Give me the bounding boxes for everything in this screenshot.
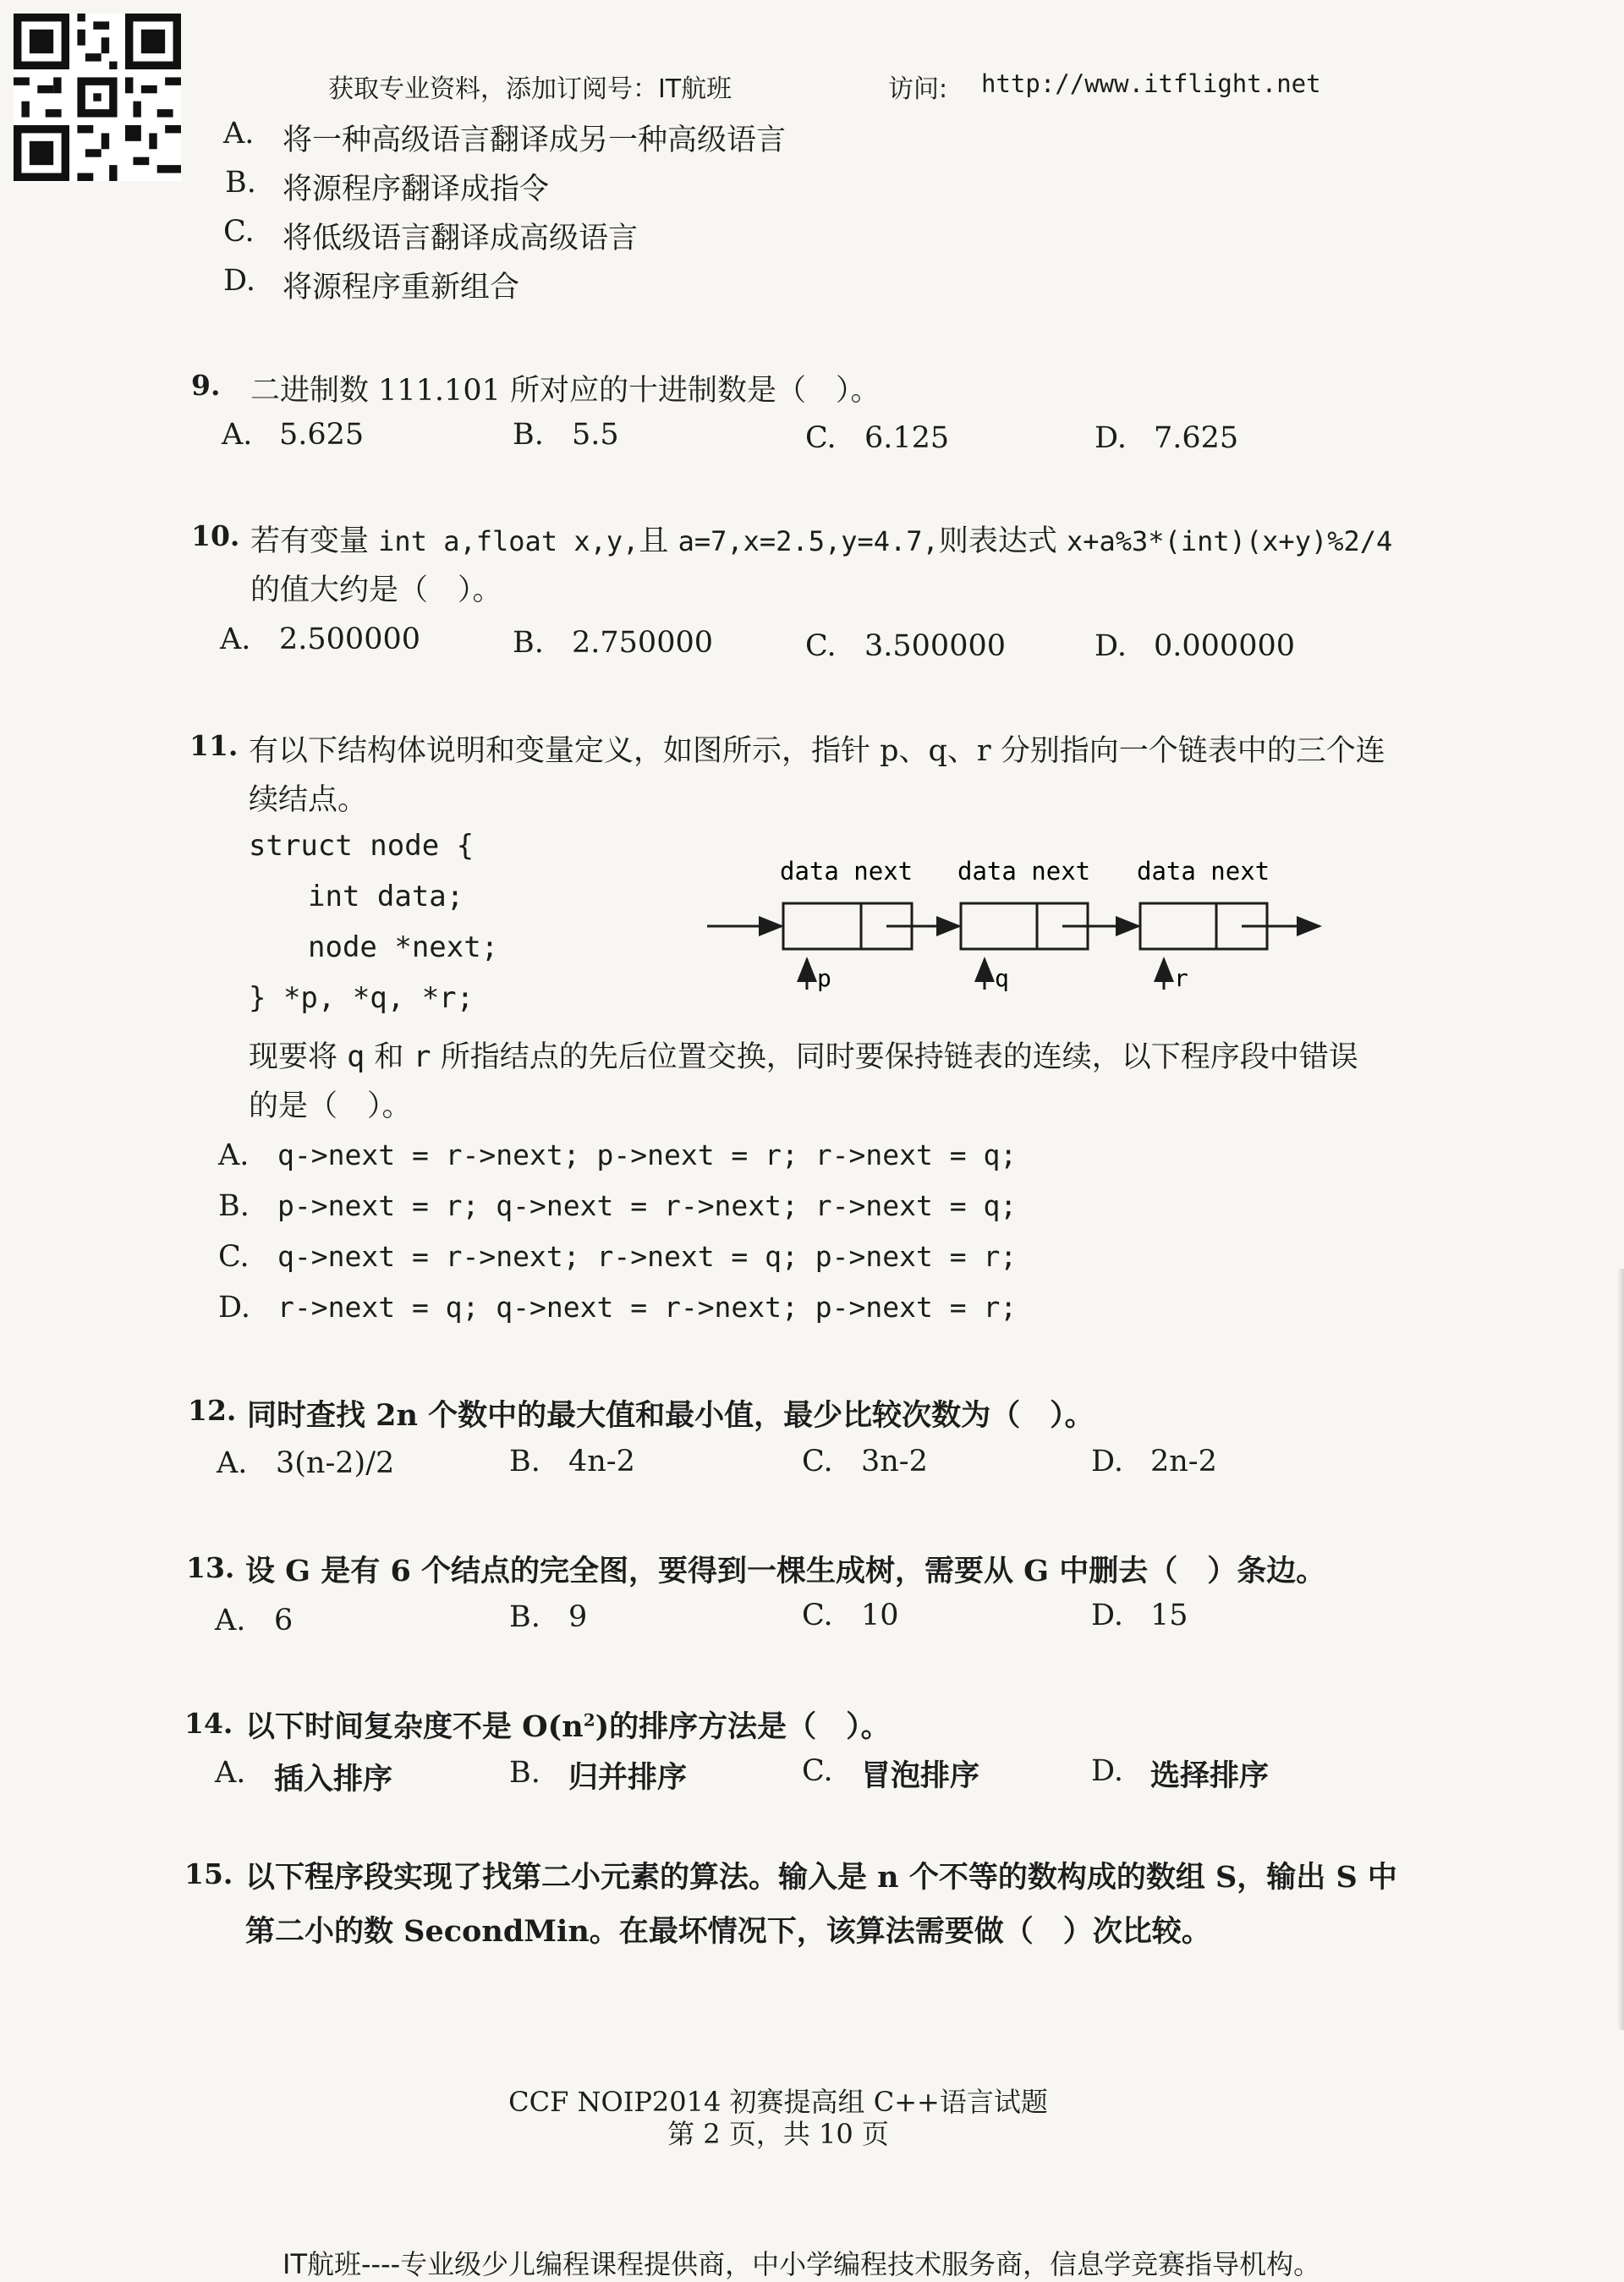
- q15-number: 15.: [184, 1857, 233, 1890]
- footer-page-number: 第 2 页，共 10 页: [667, 2118, 889, 2150]
- q11-option-c-letter: C.: [218, 1240, 250, 1274]
- header-url-link[interactable]: http://www.itflight.net: [981, 69, 1321, 98]
- q10-declaration: int a,float x,y,: [378, 525, 639, 557]
- pointer-r-label: r: [1174, 964, 1188, 992]
- q11-option-a-code: q->next = r->next; p->next = r; r->next = q;: [277, 1138, 1018, 1171]
- q12-option-a-text: 3(n-2)/2: [276, 1446, 395, 1480]
- q10-option-d-letter: D.: [1095, 629, 1127, 663]
- q9-text: 二进制数 111.101 所对应的十进制数是（ ）。: [250, 374, 881, 408]
- q14-option-d-text: 选择排序: [1150, 1758, 1270, 1793]
- q11-line3-q: q: [347, 1040, 365, 1074]
- q11-line2: 续结点。: [249, 783, 368, 817]
- q11-option-b-letter: B.: [218, 1189, 250, 1223]
- q13-text: 设 G 是有 6 个结点的完全图，要得到一棵生成树，需要从 G 中删去（ ）条边。: [245, 1554, 1326, 1588]
- q8-option-d-letter: D.: [223, 264, 255, 298]
- q10-option-d-text: 0.000000: [1154, 629, 1296, 663]
- q12-text: 同时查找 2n 个数中的最大值和最小值，最少比较次数为（ ）。: [247, 1398, 1095, 1433]
- scan-edge: [1617, 1269, 1624, 2030]
- q11-line1: 有以下结构体说明和变量定义，如图所示，指针 p、q、r 分别指向一个链表中的三个连: [249, 734, 1385, 768]
- linked-list-diagram: [702, 854, 1328, 998]
- q12-option-c-text: 3n-2: [861, 1445, 928, 1478]
- header-banner: 获取专业资料，添加订阅号：IT航班: [328, 74, 732, 104]
- q9-option-a-text: 5.625: [279, 418, 365, 452]
- q13-option-a-text: 6: [274, 1604, 294, 1637]
- q11-option-a-letter: A.: [218, 1138, 250, 1172]
- q10-option-b-text: 2.750000: [572, 626, 714, 660]
- q9-option-a-letter: A.: [222, 418, 253, 452]
- q9-option-d-text: 7.625: [1154, 421, 1239, 455]
- q13-option-d-letter: D.: [1091, 1599, 1123, 1632]
- q12-option-a-letter: A.: [217, 1446, 248, 1480]
- q14-option-a-letter: A.: [215, 1756, 246, 1790]
- q8-option-a-text: 将一种高级语言翻译成另一种高级语言: [283, 123, 787, 157]
- q10-number: 10.: [191, 519, 240, 552]
- q9-option-b-letter: B.: [513, 418, 544, 452]
- q14-option-c-text: 冒泡排序: [861, 1758, 980, 1793]
- qr-code-image: [14, 14, 181, 181]
- q12-option-c-letter: C.: [802, 1445, 833, 1478]
- q14-option-c-letter: C.: [802, 1754, 833, 1788]
- q15-line2: 第二小的数 SecondMin。在最坏情况下，该算法需要做（ ）次比较。: [245, 1914, 1211, 1949]
- q8-option-c-text: 将低级语言翻译成高级语言: [283, 222, 639, 255]
- q13-option-b-text: 9: [568, 1600, 588, 1634]
- q13-option-c-text: 10: [861, 1599, 899, 1632]
- q10-expression: x+a%3*(int)(x+y)%2/4: [1066, 525, 1393, 557]
- node1-label: data next: [780, 857, 914, 886]
- q11-code-line1: struct node {: [249, 829, 475, 863]
- q12-number: 12.: [188, 1394, 237, 1427]
- q9-option-c-letter: C.: [805, 421, 837, 455]
- q13-number: 13.: [186, 1551, 235, 1584]
- q10-line2: 的值大约是（ ）。: [250, 573, 502, 607]
- q11-line3-and: 和: [374, 1040, 404, 1074]
- q9-option-d-letter: D.: [1095, 421, 1127, 455]
- q14-option-b-text: 归并排序: [568, 1760, 688, 1795]
- q14-option-a-text: 插入排序: [274, 1762, 393, 1797]
- q9-number: 9.: [191, 369, 221, 402]
- pointer-q-label: q: [995, 964, 1009, 992]
- node2-label: data next: [957, 857, 1091, 886]
- footer-title: CCF NOIP2014 初赛提高组 C++语言试题: [508, 2086, 1048, 2118]
- q14-number: 14.: [184, 1707, 233, 1740]
- q14-text: [245, 1703, 891, 1746]
- q10-option-c-letter: C.: [805, 629, 837, 663]
- q8-option-a-letter: A.: [223, 117, 255, 151]
- q11-option-d-letter: D.: [218, 1291, 250, 1325]
- q10-expression-label: 则表达式: [938, 524, 1057, 558]
- q14-exponent: 2: [583, 1709, 595, 1731]
- q10-prefix: 若有变量: [250, 524, 370, 558]
- q13-option-c-letter: C.: [802, 1599, 833, 1632]
- q12-option-d-letter: D.: [1091, 1445, 1123, 1478]
- q13-option-a-letter: A.: [215, 1604, 246, 1637]
- q11-option-d-code: r->next = q; q->next = r->next; p->next = r;: [277, 1291, 1018, 1324]
- q11-line3-prefix: 现要将: [249, 1040, 338, 1074]
- q11-option-c-code: q->next = r->next; r->next = q; p->next = r;: [277, 1240, 1018, 1273]
- header-visit-label: 访问:: [888, 74, 948, 104]
- q14-option-b-letter: B.: [509, 1756, 540, 1790]
- q14-text-suffix: )的排序方法是（ ）。: [595, 1709, 891, 1744]
- q12-option-b-letter: B.: [509, 1445, 540, 1478]
- q10-assignments: a=7,x=2.5,y=4.7,: [678, 525, 939, 557]
- q11-code-line2: int data;: [308, 880, 464, 913]
- node3-label: data next: [1137, 857, 1270, 886]
- q8-option-b-letter: B.: [225, 166, 256, 200]
- q8-option-d-text: 将源程序重新组合: [283, 271, 520, 304]
- q10-option-b-letter: B.: [513, 626, 544, 660]
- q14-text-prefix: 以下时间复杂度不是 O(n: [245, 1709, 584, 1744]
- q8-option-b-text: 将源程序翻译成指令: [283, 173, 550, 206]
- q14-option-d-letter: D.: [1091, 1754, 1123, 1788]
- q9-option-b-text: 5.5: [572, 418, 619, 452]
- q9-option-c-text: 6.125: [864, 421, 950, 455]
- q11-number: 11.: [189, 729, 239, 762]
- q11-line4: 的是（ ）。: [249, 1089, 412, 1123]
- q11-line3: [249, 1034, 1358, 1076]
- q12-option-b-text: 4n-2: [568, 1445, 635, 1478]
- q10-option-a-text: 2.500000: [279, 623, 421, 656]
- q11-line3-suffix: 所指结点的先后位置交换，同时要保持链表的连续，以下程序段中错误: [440, 1040, 1358, 1074]
- pointer-p-label: p: [817, 964, 831, 992]
- q11-option-b-code: p->next = r; q->next = r->next; r->next = q;: [277, 1189, 1018, 1222]
- q11-line3-r: r: [413, 1040, 431, 1074]
- q11-code-line3: node *next;: [308, 930, 499, 964]
- q10-line1: [250, 518, 1392, 560]
- q10-option-c-text: 3.500000: [864, 629, 1007, 663]
- q13-option-b-letter: B.: [509, 1600, 540, 1634]
- q10-option-a-letter: A.: [220, 623, 251, 656]
- q8-option-c-letter: C.: [223, 215, 255, 249]
- q13-option-d-text: 15: [1150, 1599, 1188, 1632]
- q10-and: 且: [639, 524, 669, 558]
- q15-line1: 以下程序段实现了找第二小元素的算法。输入是 n 个不等的数构成的数组 S，输出 S 中: [245, 1860, 1397, 1895]
- q12-option-d-text: 2n-2: [1150, 1445, 1217, 1478]
- footer-banner: IT航班----专业级少儿编程课程提供商，中小学编程技术服务商，信息学竞赛指导机构。: [283, 2248, 1321, 2280]
- q11-code-line4: } *p, *q, *r;: [249, 981, 475, 1015]
